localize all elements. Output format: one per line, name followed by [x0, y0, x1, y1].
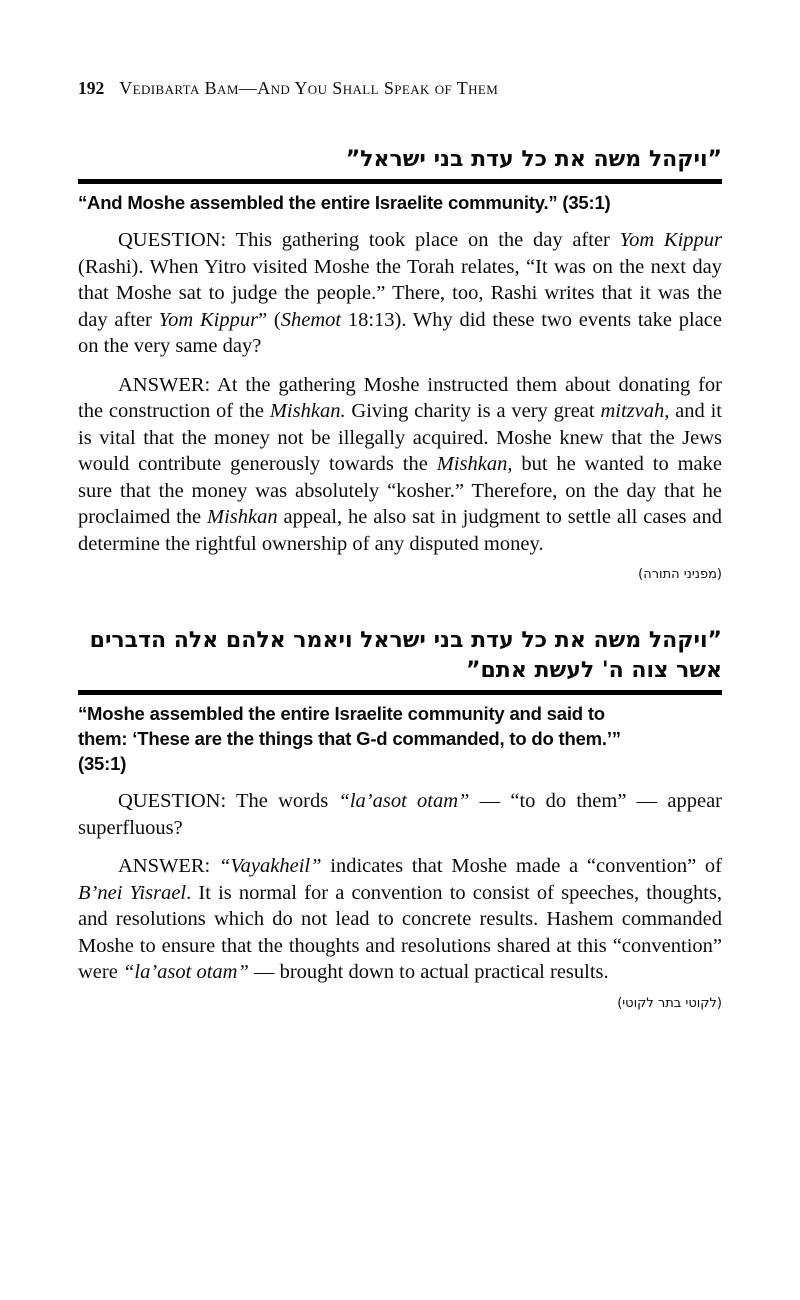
source-citation: (מפניני התורה)	[638, 567, 722, 582]
verse-translation-heading: “And Moshe assembled the entire Israelite community.” (35:1)	[78, 192, 611, 213]
section-vayakheil-2	[78, 626, 722, 1013]
question-paragraph: QUESTION: This gathering took place on the day after Yom Kippur (Rashi). When Yitro visited Moshe the Torah relates, “It was on the next day that Moshe sat to judge the people.” There, too, Rashi writes that it was the day after Yom Kippur” (Shemot 18:13). Why did these two events take place on the very same day?	[78, 229, 722, 357]
question-paragraph: QUESTION: The words “la’asot otam” — “to do them” — appear superfluous?	[78, 790, 722, 839]
answer-paragraph: ANSWER: “Vayakheil” indicates that Moshe made a “convention” of B’nei Yisrael. It is normal for a convention to consist of speeches, thoughts, and resolutions which do not lead to concrete results. Hashem commanded Moshe to ensure that the thoughts and resolutions shared at this “convention” were “la’asot otam” — brought down to actual practical results.	[78, 855, 722, 983]
heading-rule	[78, 179, 722, 184]
source-citation: (לקוטי בתר לקוטי)	[617, 995, 722, 1011]
hebrew-verse-heading: ”ויקהל משה את כל עדת בני ישראל”	[345, 147, 722, 172]
running-header	[78, 78, 722, 99]
heading-rule	[78, 690, 722, 695]
answer-paragraph: ANSWER: At the gathering Moshe instructed them about donating for the construction of the Mishkan. Giving charity is a very great mitzvah, and it is vital that the money not be illegally acquired. Moshe knew that the Jews would contribute generously towards the Mishkan, but he wanted to make sure that the money was absolutely “kosher.” Therefore, on the day that he proclaimed the Mishkan appeal, he also sat in judgment to settle all cases and determine the rightful ownership of any disputed money.	[78, 373, 722, 555]
page-number: 192	[78, 78, 105, 98]
hebrew-verse-heading: ”ויקהל משה את כל עדת בני ישראל ויאמר אלהם אלה הדברים אשר צוה ה' לעשת אתם”	[89, 628, 722, 683]
section-vayakheil-1	[78, 145, 722, 584]
verse-translation-heading: “Moshe assembled the entire Israelite community and said to them: ‘These are the things that G-d commanded, to do them.’” (35:1)	[78, 703, 621, 774]
running-title: Vedibarta Bam—And You Shall Speak of Them	[119, 78, 499, 98]
